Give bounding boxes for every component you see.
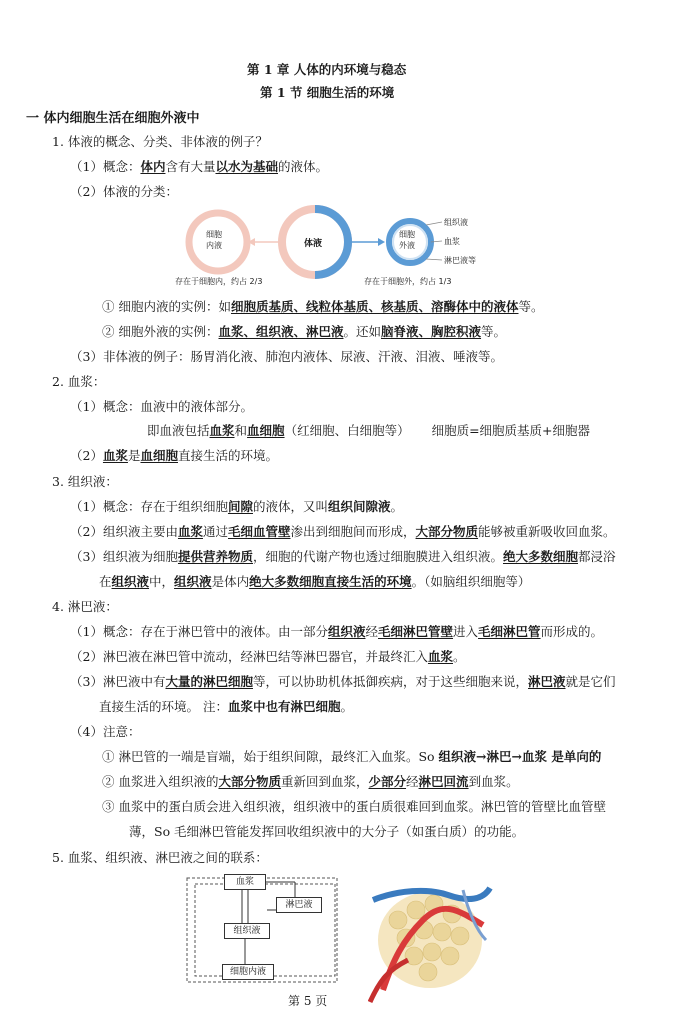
q4-note3b: 薄，So 毛细淋巴管能发挥回收组织液中的大分子（如蛋白质）的功能。 <box>129 824 525 839</box>
branch-tissue-fluid: 组织液 <box>444 218 468 227</box>
q4-note3a: ③ 血浆中的蛋白质会进入组织液，组织液中的蛋白质很难回到血浆。淋巴管的管壁比血管壁 <box>102 799 606 814</box>
q4-line4: 直接生活的环境。 注：血浆中也有淋巴细胞。 <box>99 699 354 714</box>
page-number: 第 5 页 <box>288 994 328 1008</box>
branch-line-1 <box>426 222 442 225</box>
arrow-right-head <box>378 238 385 246</box>
fluid-relationship-diagram <box>185 870 370 985</box>
extracellular-label: 细胞 外液 <box>399 230 415 250</box>
q3-line2: （2）组织液主要由血浆通过毛细血管壁渗出到细胞间而形成，大部分物质能够被重新吸收回血浆。 <box>70 524 616 539</box>
section-title: 第 1 节 细胞生活的环境 <box>260 85 395 100</box>
q3-title: 3. 组织液： <box>52 474 118 489</box>
q1-extra-example: ② 细胞外液的实例：血浆、组织液、淋巴液。还如脑脊液、胸腔积液等。 <box>102 324 507 339</box>
q4-title: 4. 淋巴液： <box>52 599 118 614</box>
q2-environment: （2）血浆是血细胞直接生活的环境。 <box>70 448 279 463</box>
intracellular-caption: 存在于细胞内，约占 2/3 <box>175 277 263 286</box>
extracellular-caption: 存在于细胞外，约占 1/3 <box>364 277 452 286</box>
box-plasma: 血浆 <box>224 874 266 890</box>
box-intracellular: 细胞内液 <box>222 964 274 980</box>
q1-non-fluid: （3）非体液的例子：肠胃消化液、肺泡内液体、尿液、汗液、泪液、唾液等。 <box>70 349 503 364</box>
q2-concept: （1）概念：血液中的液体部分。 <box>70 399 253 414</box>
part-heading: 一 体内细胞生活在细胞外液中 <box>26 111 200 126</box>
branch-plasma: 血浆 <box>444 237 460 246</box>
q1-title: 1. 体液的概念、分类、非体液的例子？ <box>52 134 268 149</box>
q2-title: 2. 血浆： <box>52 374 106 389</box>
branch-line-3 <box>426 259 442 260</box>
q3-line4: 在组织液中，组织液是体内绝大多数细胞直接生活的环境。（如脑组织细胞等） <box>99 574 531 589</box>
q1-classify: （2）体液的分类： <box>70 184 178 199</box>
q2-blood: 即血液包括血浆和血细胞（红细胞、白细胞等） 细胞质=细胞质基质+细胞器 <box>147 423 591 438</box>
q4-note-heading: （4）注意： <box>70 724 141 739</box>
q3-line3: （3）组织液为细胞提供营养物质，细胞的代谢产物也透过细胞膜进入组织液。绝大多数细胞都浸浴 <box>70 549 616 564</box>
q4-line2: （2）淋巴液在淋巴管中流动，经淋巴结等淋巴器官，并最终汇入血浆。 <box>70 649 466 664</box>
q4-line3: （3）淋巴液中有大量的淋巴细胞等，可以协助机体抵御疾病，对于这些细胞来说，淋巴液就是它们 <box>70 674 616 689</box>
box-tissue-fluid: 组织液 <box>224 923 270 939</box>
box-lymph: 淋巴液 <box>276 897 322 913</box>
intracellular-label: 细胞 内液 <box>206 230 222 250</box>
chapter-title: 第 1 章 人体的内环境与稳态 <box>247 62 407 77</box>
q3-line1: （1）概念：存在于组织细胞间隙的液体，又叫组织间隙液。 <box>70 499 404 514</box>
branch-lymph: 淋巴液等 <box>444 256 476 265</box>
q1-concept: （1）概念：体内含有大量以水为基础的液体。 <box>70 159 329 174</box>
q4-note2: ② 血浆进入组织液的大部分物质重新回到血浆，少部分经淋巴回流到血浆。 <box>102 774 519 789</box>
tissue-illustration <box>368 880 493 1005</box>
body-fluid-label: 体液 <box>304 239 323 249</box>
q5-title: 5. 血浆、组织液、淋巴液之间的联系： <box>52 850 268 865</box>
q4-note1: ① 淋巴管的一端是盲端，始于组织间隙，最终汇入血浆。So 组织液→淋巴→血浆 是单向的 <box>102 749 602 764</box>
q1-intra-example: ① 细胞内液的实例：如细胞质基质、线粒体基质、核基质、溶酶体中的液体等。 <box>102 299 544 314</box>
q4-line1: （1）概念：存在于淋巴管中的液体。由一部分组织液经毛细淋巴管壁进入毛细淋巴管而形成的。 <box>70 624 604 639</box>
